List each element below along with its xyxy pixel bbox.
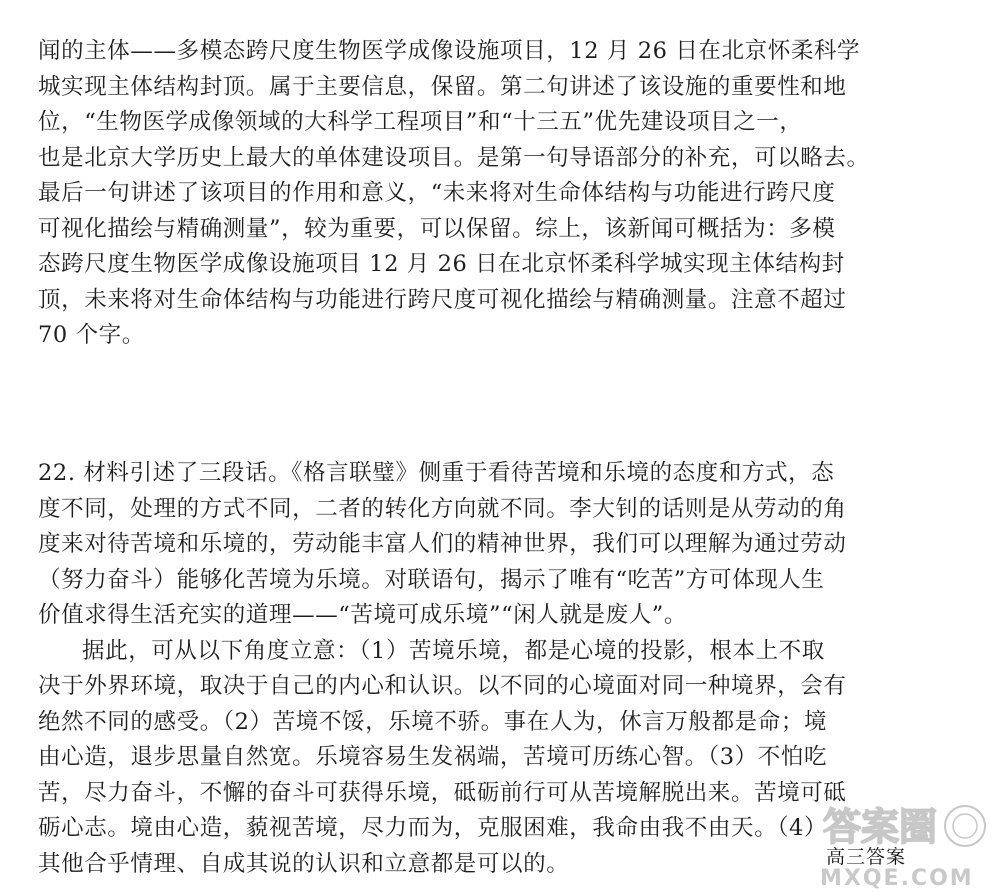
text-line: （努力奋斗）能够化苦境为乐境。对联语句，揭示了唯有“吃苦”方可体现人生 [38, 566, 825, 593]
text-line: 闻的主体——多模态跨尺度生物医学成像设施项目，12 月 26 日在北京怀柔科学 [38, 38, 861, 64]
text-line: 其他合乎情理、自成其说的认识和立意都是可以的。 [38, 850, 570, 877]
text-line: 决于外界环境，取决于自己的内心和认识。以不同的心境面对同一种境界，会有 [38, 673, 847, 699]
text-line: 也是北京大学历史上最大的单体建设项目。是第一句导语部分的补充，可以略去。 [38, 144, 870, 171]
text-line: 22. 材料引述了三段话。《格言联璧》侧重于看待苦境和乐境的态度和方式，态 [38, 460, 835, 486]
watermark-text: 高三答案 [826, 846, 907, 868]
text-line: 度来对待苦境和乐境的，劳动能丰富人们的精神世界，我们可以理解为通过劳动 [38, 531, 847, 557]
text-line: 70 个字。 [38, 322, 145, 348]
text-line: 可视化描绘与精确测量”，较为重要，可以保留。综上，该新闻可概括为：多模 [38, 215, 836, 242]
text-line: 绝然不同的感受。（2）苦境不馁，乐境不骄。事在人为，休言万般都是命；境 [38, 708, 828, 735]
text-line: 态跨尺度生物医学成像设施项目 12 月 26 日在北京怀柔科学城实现主体结构封 [38, 251, 845, 277]
text-line: 苦，尽力奋斗，不懈的奋斗可获得乐境，砥砺前行可从苦境解脱出来。苦境可砥 [38, 779, 847, 806]
answer-paragraph-21 [38, 34, 968, 354]
text-line: 砺心志。境由心造，藐视苦境，尽力而为，克服困难，我命由我不由天。（4） [38, 815, 828, 841]
text-line: 最后一句讲述了该项目的作用和意义，“未来将对生命体结构与功能进行跨尺度 [38, 180, 836, 206]
watermark-logo-text: 答案圈 [823, 805, 938, 849]
text-line: 据此，可从以下角度立意：（1）苦境乐境，都是心境的投影，根本上不取 [82, 637, 825, 664]
text-line: 顶，未来将对生命体结构与功能进行跨尺度可视化描绘与精确测量。注意不超过 [38, 286, 847, 313]
text-line: 由心造，退步思量自然宽。乐境容易生发祸端，苦境可历练心智。（3）不怕吃 [38, 744, 828, 770]
text-line: 城实现主体结构封顶。属于主要信息，保留。第二句讲述了该设施的重要性和地 [38, 73, 847, 100]
text-line: 价值求得生活充实的道理——“苦境可成乐境”“闲人就是废人”。 [38, 602, 688, 628]
text-line: 位，“生物医学成像领域的大科学工程项目”和“十三五”优先建设项目之一， [38, 109, 803, 135]
text-line: 度不同，处理的方式不同，二者的转化方向就不同。李大钊的话则是从劳动的角 [38, 495, 847, 522]
watermark-url: MXQE.COM [820, 866, 974, 891]
